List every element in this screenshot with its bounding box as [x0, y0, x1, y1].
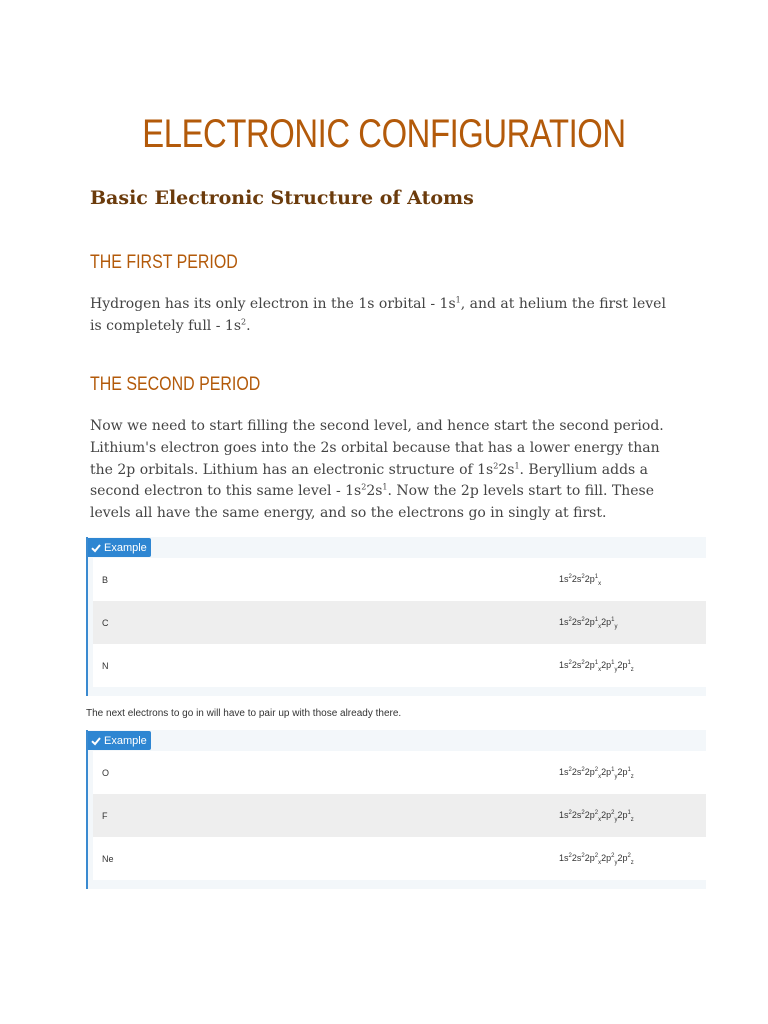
element-symbol: O	[102, 768, 110, 778]
electron-configuration: $1s^22s^22p^2_x2p^1_y2p^1_z$	[559, 767, 634, 780]
electron-configuration: $1s^22s^22p^2_x2p^2_y2p^2_z$	[559, 853, 634, 866]
example-box-2	[86, 730, 706, 889]
example-box-1	[86, 537, 706, 696]
heading-second-period: THE SECOND PERIOD	[90, 374, 261, 395]
electron-configuration: $1s^22s^22p^1_x2p^1_y$	[559, 617, 618, 630]
example-label: Example	[104, 734, 147, 747]
example-row	[93, 794, 706, 837]
paragraph-first-period: Hydrogen has its only electron in the 1s orbital - $1s^1$, and at helium the first level is completely full - $1s^2$.	[90, 295, 666, 334]
electron-configuration: $1s^22s^22p^2_x2p^2_y2p^1_z$	[559, 810, 634, 823]
electron-configuration: $1s^22s^22p^1_x2p^1_y2p^1_z$	[559, 660, 634, 673]
check-icon	[91, 543, 101, 553]
pairing-note: The next electrons to go in will have to pair up with those already there.	[86, 708, 402, 719]
element-symbol: B	[102, 575, 109, 585]
heading-first-period: THE FIRST PERIOD	[90, 252, 238, 273]
element-symbol: Ne	[102, 854, 114, 864]
example-row	[93, 751, 706, 794]
electron-configuration: $1s^22s^22p^1_x$	[559, 574, 602, 587]
element-symbol: C	[102, 618, 109, 628]
check-icon	[91, 736, 101, 746]
example-row	[93, 644, 706, 687]
example-badge	[88, 731, 151, 750]
example-row	[93, 837, 706, 880]
paragraph-second-period: Now we need to start filling the second level, and hence start the second period. Lithium's electron goes into the 2s orbital because that has a lower energy than the 2p orbitals. Lithium has an electronic structure of $1s^22s^1$. Beryllium adds a second electron to this same level - $1s^22s^1$. Now the 2p levels start to fill. These levels all have the same energy, and so the electrons go in singly at first.	[90, 418, 664, 522]
subtitle: Basic Electronic Structure of Atoms	[90, 187, 474, 209]
example-label: Example	[104, 541, 147, 554]
element-symbol: F	[102, 811, 108, 821]
page-title: ELECTRONIC CONFIGURATION	[142, 112, 626, 156]
example-row	[93, 558, 706, 601]
example-badge	[88, 538, 151, 557]
example-row	[93, 601, 706, 644]
element-symbol: N	[102, 661, 109, 671]
